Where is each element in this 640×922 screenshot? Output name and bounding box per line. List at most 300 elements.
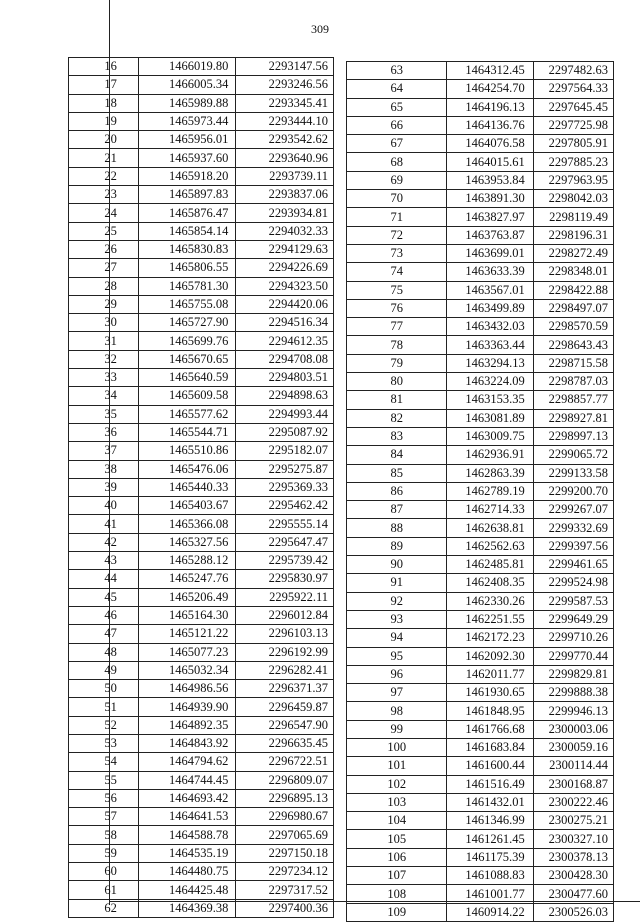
point-number-cell: 58 bbox=[69, 826, 139, 844]
table-row bbox=[69, 588, 334, 606]
point-number-cell: 37 bbox=[69, 442, 139, 460]
point-number-cell: 109 bbox=[347, 903, 447, 921]
coordinates-table-right bbox=[346, 61, 614, 922]
x-coordinate-cell: 1461516.49 bbox=[447, 775, 533, 793]
x-coordinate-cell: 1462485.81 bbox=[447, 556, 533, 574]
x-coordinate-cell: 1462714.33 bbox=[447, 501, 533, 519]
point-number-cell: 21 bbox=[69, 149, 139, 167]
y-coordinate-cell: 2295555.14 bbox=[236, 515, 334, 533]
point-number-cell: 27 bbox=[69, 259, 139, 277]
point-number-cell: 75 bbox=[347, 281, 447, 299]
x-coordinate-cell: 1465699.76 bbox=[138, 332, 236, 350]
table-row bbox=[347, 848, 614, 866]
point-number-cell: 40 bbox=[69, 497, 139, 515]
x-coordinate-cell: 1463827.97 bbox=[447, 208, 533, 226]
x-coordinate-cell: 1465476.06 bbox=[138, 460, 236, 478]
y-coordinate-cell: 2298997.13 bbox=[533, 427, 613, 445]
table-row bbox=[69, 643, 334, 661]
x-coordinate-cell: 1464480.75 bbox=[138, 863, 236, 881]
table-row bbox=[69, 76, 334, 94]
y-coordinate-cell: 2300114.44 bbox=[533, 757, 613, 775]
point-number-cell: 49 bbox=[69, 661, 139, 679]
y-coordinate-cell: 2295647.47 bbox=[236, 533, 334, 551]
table-row bbox=[69, 259, 334, 277]
x-coordinate-cell: 1466019.80 bbox=[138, 58, 236, 76]
point-number-cell: 66 bbox=[347, 116, 447, 134]
table-row bbox=[347, 665, 614, 683]
point-number-cell: 63 bbox=[347, 62, 447, 80]
y-coordinate-cell: 2298715.58 bbox=[533, 354, 613, 372]
table-row bbox=[347, 80, 614, 98]
y-coordinate-cell: 2299649.29 bbox=[533, 610, 613, 628]
x-coordinate-cell: 1461261.45 bbox=[447, 830, 533, 848]
x-coordinate-cell: 1461346.99 bbox=[447, 812, 533, 830]
x-coordinate-cell: 1462408.35 bbox=[447, 574, 533, 592]
y-coordinate-cell: 2296371.37 bbox=[236, 680, 334, 698]
table-row bbox=[347, 208, 614, 226]
x-coordinate-cell: 1463953.84 bbox=[447, 171, 533, 189]
point-number-cell: 94 bbox=[347, 629, 447, 647]
y-coordinate-cell: 2297885.23 bbox=[533, 153, 613, 171]
point-number-cell: 32 bbox=[69, 350, 139, 368]
y-coordinate-cell: 2297065.69 bbox=[236, 826, 334, 844]
table-row bbox=[347, 62, 614, 80]
y-coordinate-cell: 2293345.41 bbox=[236, 94, 334, 112]
point-number-cell: 100 bbox=[347, 738, 447, 756]
y-coordinate-cell: 2293147.56 bbox=[236, 58, 334, 76]
table-row bbox=[347, 738, 614, 756]
y-coordinate-cell: 2295462.42 bbox=[236, 497, 334, 515]
y-coordinate-cell: 2293837.06 bbox=[236, 186, 334, 204]
point-number-cell: 70 bbox=[347, 190, 447, 208]
y-coordinate-cell: 2300428.30 bbox=[533, 867, 613, 885]
x-coordinate-cell: 1465577.62 bbox=[138, 405, 236, 423]
x-coordinate-cell: 1463567.01 bbox=[447, 281, 533, 299]
y-coordinate-cell: 2298857.77 bbox=[533, 391, 613, 409]
point-number-cell: 77 bbox=[347, 318, 447, 336]
table-row bbox=[347, 574, 614, 592]
table-row bbox=[347, 775, 614, 793]
table-row bbox=[347, 116, 614, 134]
table-row bbox=[69, 131, 334, 149]
point-number-cell: 44 bbox=[69, 570, 139, 588]
y-coordinate-cell: 2300168.87 bbox=[533, 775, 613, 793]
x-coordinate-cell: 1464794.62 bbox=[138, 753, 236, 771]
x-coordinate-cell: 1461432.01 bbox=[447, 793, 533, 811]
point-number-cell: 81 bbox=[347, 391, 447, 409]
x-coordinate-cell: 1465164.30 bbox=[138, 606, 236, 624]
y-coordinate-cell: 2296722.51 bbox=[236, 753, 334, 771]
table-row bbox=[69, 570, 334, 588]
table-row bbox=[69, 295, 334, 313]
point-number-cell: 93 bbox=[347, 610, 447, 628]
x-coordinate-cell: 1464535.19 bbox=[138, 844, 236, 862]
table-row bbox=[69, 533, 334, 551]
y-coordinate-cell: 2294898.63 bbox=[236, 387, 334, 405]
table-row bbox=[347, 171, 614, 189]
point-number-cell: 74 bbox=[347, 263, 447, 281]
point-number-cell: 28 bbox=[69, 277, 139, 295]
point-number-cell: 69 bbox=[347, 171, 447, 189]
table-row bbox=[347, 830, 614, 848]
table-row bbox=[69, 734, 334, 752]
x-coordinate-cell: 1464986.56 bbox=[138, 680, 236, 698]
x-coordinate-cell: 1465032.34 bbox=[138, 661, 236, 679]
y-coordinate-cell: 2296635.45 bbox=[236, 734, 334, 752]
x-coordinate-cell: 1465937.60 bbox=[138, 149, 236, 167]
table-row bbox=[347, 519, 614, 537]
table-row bbox=[69, 58, 334, 76]
table-row bbox=[347, 299, 614, 317]
table-row bbox=[347, 556, 614, 574]
table-row bbox=[69, 552, 334, 570]
x-coordinate-cell: 1462863.39 bbox=[447, 464, 533, 482]
table-row bbox=[69, 167, 334, 185]
x-coordinate-cell: 1462638.81 bbox=[447, 519, 533, 537]
y-coordinate-cell: 2293640.96 bbox=[236, 149, 334, 167]
point-number-cell: 86 bbox=[347, 482, 447, 500]
point-number-cell: 62 bbox=[69, 899, 139, 917]
x-coordinate-cell: 1463363.44 bbox=[447, 336, 533, 354]
point-number-cell: 68 bbox=[347, 153, 447, 171]
table-row bbox=[347, 226, 614, 244]
point-number-cell: 16 bbox=[69, 58, 139, 76]
table-row bbox=[69, 478, 334, 496]
x-coordinate-cell: 1464693.42 bbox=[138, 789, 236, 807]
y-coordinate-cell: 2300477.60 bbox=[533, 885, 613, 903]
x-coordinate-cell: 1465755.08 bbox=[138, 295, 236, 313]
point-number-cell: 108 bbox=[347, 885, 447, 903]
point-number-cell: 103 bbox=[347, 793, 447, 811]
y-coordinate-cell: 2296282.41 bbox=[236, 661, 334, 679]
point-number-cell: 72 bbox=[347, 226, 447, 244]
point-number-cell: 102 bbox=[347, 775, 447, 793]
x-coordinate-cell: 1464744.45 bbox=[138, 771, 236, 789]
y-coordinate-cell: 2297482.63 bbox=[533, 62, 613, 80]
point-number-cell: 83 bbox=[347, 427, 447, 445]
table-row bbox=[347, 647, 614, 665]
point-number-cell: 19 bbox=[69, 112, 139, 130]
table-row bbox=[347, 757, 614, 775]
y-coordinate-cell: 2293542.62 bbox=[236, 131, 334, 149]
point-number-cell: 106 bbox=[347, 848, 447, 866]
table-row bbox=[69, 625, 334, 643]
point-number-cell: 61 bbox=[69, 881, 139, 899]
point-number-cell: 25 bbox=[69, 222, 139, 240]
y-coordinate-cell: 2298196.31 bbox=[533, 226, 613, 244]
point-number-cell: 88 bbox=[347, 519, 447, 537]
point-number-cell: 107 bbox=[347, 867, 447, 885]
y-coordinate-cell: 2299946.13 bbox=[533, 702, 613, 720]
point-number-cell: 48 bbox=[69, 643, 139, 661]
x-coordinate-cell: 1465640.59 bbox=[138, 369, 236, 387]
x-coordinate-cell: 1461600.44 bbox=[447, 757, 533, 775]
y-coordinate-cell: 2300526.03 bbox=[533, 903, 613, 921]
x-coordinate-cell: 1461001.77 bbox=[447, 885, 533, 903]
table-row bbox=[69, 808, 334, 826]
y-coordinate-cell: 2298643.43 bbox=[533, 336, 613, 354]
x-coordinate-cell: 1464076.58 bbox=[447, 135, 533, 153]
y-coordinate-cell: 2294803.51 bbox=[236, 369, 334, 387]
x-coordinate-cell: 1465956.01 bbox=[138, 131, 236, 149]
x-coordinate-cell: 1463763.87 bbox=[447, 226, 533, 244]
x-coordinate-cell: 1461930.65 bbox=[447, 684, 533, 702]
table-row bbox=[347, 482, 614, 500]
y-coordinate-cell: 2295922.11 bbox=[236, 588, 334, 606]
y-coordinate-cell: 2294993.44 bbox=[236, 405, 334, 423]
y-coordinate-cell: 2295182.07 bbox=[236, 442, 334, 460]
y-coordinate-cell: 2297400.36 bbox=[236, 899, 334, 917]
y-coordinate-cell: 2298119.49 bbox=[533, 208, 613, 226]
x-coordinate-cell: 1464015.61 bbox=[447, 153, 533, 171]
table-row bbox=[69, 460, 334, 478]
table-row bbox=[69, 753, 334, 771]
table-row bbox=[69, 661, 334, 679]
x-coordinate-cell: 1464425.48 bbox=[138, 881, 236, 899]
table-row bbox=[347, 684, 614, 702]
x-coordinate-cell: 1463153.35 bbox=[447, 391, 533, 409]
y-coordinate-cell: 2297725.98 bbox=[533, 116, 613, 134]
x-coordinate-cell: 1465854.14 bbox=[138, 222, 236, 240]
point-number-cell: 79 bbox=[347, 354, 447, 372]
y-coordinate-cell: 2298927.81 bbox=[533, 409, 613, 427]
x-coordinate-cell: 1465206.49 bbox=[138, 588, 236, 606]
point-number-cell: 31 bbox=[69, 332, 139, 350]
y-coordinate-cell: 2298570.59 bbox=[533, 318, 613, 336]
point-number-cell: 17 bbox=[69, 76, 139, 94]
table-row bbox=[347, 812, 614, 830]
table-row bbox=[347, 427, 614, 445]
x-coordinate-cell: 1461848.95 bbox=[447, 702, 533, 720]
y-coordinate-cell: 2293444.10 bbox=[236, 112, 334, 130]
point-number-cell: 80 bbox=[347, 373, 447, 391]
table-row bbox=[69, 369, 334, 387]
point-number-cell: 50 bbox=[69, 680, 139, 698]
y-coordinate-cell: 2295275.87 bbox=[236, 460, 334, 478]
point-number-cell: 95 bbox=[347, 647, 447, 665]
y-coordinate-cell: 2300275.21 bbox=[533, 812, 613, 830]
y-coordinate-cell: 2299587.53 bbox=[533, 592, 613, 610]
point-number-cell: 87 bbox=[347, 501, 447, 519]
x-coordinate-cell: 1465288.12 bbox=[138, 552, 236, 570]
point-number-cell: 82 bbox=[347, 409, 447, 427]
table-row bbox=[347, 244, 614, 262]
point-number-cell: 90 bbox=[347, 556, 447, 574]
y-coordinate-cell: 2299770.44 bbox=[533, 647, 613, 665]
x-coordinate-cell: 1465366.08 bbox=[138, 515, 236, 533]
x-coordinate-cell: 1464196.13 bbox=[447, 98, 533, 116]
y-coordinate-cell: 2300003.06 bbox=[533, 720, 613, 738]
y-coordinate-cell: 2299200.70 bbox=[533, 482, 613, 500]
point-number-cell: 84 bbox=[347, 446, 447, 464]
y-coordinate-cell: 2299065.72 bbox=[533, 446, 613, 464]
table-row bbox=[347, 391, 614, 409]
point-number-cell: 35 bbox=[69, 405, 139, 423]
table-row bbox=[347, 281, 614, 299]
x-coordinate-cell: 1465609.58 bbox=[138, 387, 236, 405]
page-number: 309 bbox=[311, 22, 329, 36]
x-coordinate-cell: 1462936.91 bbox=[447, 446, 533, 464]
point-number-cell: 30 bbox=[69, 314, 139, 332]
y-coordinate-cell: 2298348.01 bbox=[533, 263, 613, 281]
x-coordinate-cell: 1465973.44 bbox=[138, 112, 236, 130]
y-coordinate-cell: 2296809.07 bbox=[236, 771, 334, 789]
y-coordinate-cell: 2293739.11 bbox=[236, 167, 334, 185]
x-coordinate-cell: 1463009.75 bbox=[447, 427, 533, 445]
point-number-cell: 56 bbox=[69, 789, 139, 807]
x-coordinate-cell: 1461088.83 bbox=[447, 867, 533, 885]
x-coordinate-cell: 1465830.83 bbox=[138, 240, 236, 258]
point-number-cell: 24 bbox=[69, 204, 139, 222]
table-row bbox=[347, 501, 614, 519]
point-number-cell: 46 bbox=[69, 606, 139, 624]
table-row bbox=[69, 314, 334, 332]
table-row bbox=[347, 446, 614, 464]
x-coordinate-cell: 1462789.19 bbox=[447, 482, 533, 500]
table-row bbox=[347, 135, 614, 153]
table-row bbox=[347, 867, 614, 885]
x-coordinate-cell: 1465727.90 bbox=[138, 314, 236, 332]
point-number-cell: 41 bbox=[69, 515, 139, 533]
y-coordinate-cell: 2299710.26 bbox=[533, 629, 613, 647]
x-coordinate-cell: 1466005.34 bbox=[138, 76, 236, 94]
table-row bbox=[347, 537, 614, 555]
x-coordinate-cell: 1465327.56 bbox=[138, 533, 236, 551]
point-number-cell: 78 bbox=[347, 336, 447, 354]
x-coordinate-cell: 1465544.71 bbox=[138, 423, 236, 441]
point-number-cell: 36 bbox=[69, 423, 139, 441]
x-coordinate-cell: 1463699.01 bbox=[447, 244, 533, 262]
y-coordinate-cell: 2294323.50 bbox=[236, 277, 334, 295]
table-row bbox=[69, 899, 334, 917]
y-coordinate-cell: 2296547.90 bbox=[236, 716, 334, 734]
x-coordinate-cell: 1465440.33 bbox=[138, 478, 236, 496]
point-number-cell: 20 bbox=[69, 131, 139, 149]
x-coordinate-cell: 1462330.26 bbox=[447, 592, 533, 610]
point-number-cell: 105 bbox=[347, 830, 447, 848]
point-number-cell: 67 bbox=[347, 135, 447, 153]
x-coordinate-cell: 1464588.78 bbox=[138, 826, 236, 844]
y-coordinate-cell: 2297234.12 bbox=[236, 863, 334, 881]
table-row bbox=[69, 497, 334, 515]
y-coordinate-cell: 2300059.16 bbox=[533, 738, 613, 756]
point-number-cell: 39 bbox=[69, 478, 139, 496]
x-coordinate-cell: 1461683.84 bbox=[447, 738, 533, 756]
point-number-cell: 85 bbox=[347, 464, 447, 482]
point-number-cell: 34 bbox=[69, 387, 139, 405]
table-row bbox=[69, 606, 334, 624]
y-coordinate-cell: 2298272.49 bbox=[533, 244, 613, 262]
point-number-cell: 26 bbox=[69, 240, 139, 258]
point-number-cell: 45 bbox=[69, 588, 139, 606]
point-number-cell: 104 bbox=[347, 812, 447, 830]
y-coordinate-cell: 2294420.06 bbox=[236, 295, 334, 313]
table-row bbox=[69, 826, 334, 844]
x-coordinate-cell: 1463499.89 bbox=[447, 299, 533, 317]
y-coordinate-cell: 2297564.33 bbox=[533, 80, 613, 98]
point-number-cell: 53 bbox=[69, 734, 139, 752]
table-row bbox=[69, 240, 334, 258]
y-coordinate-cell: 2299332.69 bbox=[533, 519, 613, 537]
point-number-cell: 22 bbox=[69, 167, 139, 185]
y-coordinate-cell: 2298422.88 bbox=[533, 281, 613, 299]
coordinates-table-left bbox=[68, 57, 334, 918]
x-coordinate-cell: 1465077.23 bbox=[138, 643, 236, 661]
y-coordinate-cell: 2295739.42 bbox=[236, 552, 334, 570]
y-coordinate-cell: 2299133.58 bbox=[533, 464, 613, 482]
y-coordinate-cell: 2299397.56 bbox=[533, 537, 613, 555]
table-row bbox=[69, 387, 334, 405]
point-number-cell: 73 bbox=[347, 244, 447, 262]
x-coordinate-cell: 1465897.83 bbox=[138, 186, 236, 204]
x-coordinate-cell: 1465510.86 bbox=[138, 442, 236, 460]
table-row bbox=[347, 354, 614, 372]
point-number-cell: 51 bbox=[69, 698, 139, 716]
table-row bbox=[69, 149, 334, 167]
x-coordinate-cell: 1462011.77 bbox=[447, 665, 533, 683]
x-coordinate-cell: 1465806.55 bbox=[138, 259, 236, 277]
table-row bbox=[69, 204, 334, 222]
point-number-cell: 60 bbox=[69, 863, 139, 881]
table-row bbox=[347, 720, 614, 738]
point-number-cell: 43 bbox=[69, 552, 139, 570]
table-row bbox=[69, 844, 334, 862]
y-coordinate-cell: 2296459.87 bbox=[236, 698, 334, 716]
table-row bbox=[347, 263, 614, 281]
point-number-cell: 59 bbox=[69, 844, 139, 862]
x-coordinate-cell: 1464892.35 bbox=[138, 716, 236, 734]
point-number-cell: 55 bbox=[69, 771, 139, 789]
x-coordinate-cell: 1461175.39 bbox=[447, 848, 533, 866]
table-row bbox=[69, 515, 334, 533]
x-coordinate-cell: 1463224.09 bbox=[447, 373, 533, 391]
point-number-cell: 65 bbox=[347, 98, 447, 116]
table-row bbox=[69, 405, 334, 423]
y-coordinate-cell: 2298787.03 bbox=[533, 373, 613, 391]
y-coordinate-cell: 2300378.13 bbox=[533, 848, 613, 866]
table-row bbox=[69, 771, 334, 789]
y-coordinate-cell: 2296012.84 bbox=[236, 606, 334, 624]
y-coordinate-cell: 2293934.81 bbox=[236, 204, 334, 222]
table-row bbox=[69, 277, 334, 295]
y-coordinate-cell: 2297805.91 bbox=[533, 135, 613, 153]
y-coordinate-cell: 2299267.07 bbox=[533, 501, 613, 519]
point-number-cell: 96 bbox=[347, 665, 447, 683]
x-coordinate-cell: 1463633.39 bbox=[447, 263, 533, 281]
point-number-cell: 47 bbox=[69, 625, 139, 643]
point-number-cell: 71 bbox=[347, 208, 447, 226]
y-coordinate-cell: 2294708.08 bbox=[236, 350, 334, 368]
table-row bbox=[69, 881, 334, 899]
x-coordinate-cell: 1462092.30 bbox=[447, 647, 533, 665]
y-coordinate-cell: 2295087.92 bbox=[236, 423, 334, 441]
table-row bbox=[69, 863, 334, 881]
point-number-cell: 33 bbox=[69, 369, 139, 387]
point-number-cell: 52 bbox=[69, 716, 139, 734]
table-row bbox=[69, 112, 334, 130]
x-coordinate-cell: 1464136.76 bbox=[447, 116, 533, 134]
point-number-cell: 99 bbox=[347, 720, 447, 738]
y-coordinate-cell: 2297645.45 bbox=[533, 98, 613, 116]
point-number-cell: 42 bbox=[69, 533, 139, 551]
y-coordinate-cell: 2294612.35 bbox=[236, 332, 334, 350]
point-number-cell: 97 bbox=[347, 684, 447, 702]
x-coordinate-cell: 1465781.30 bbox=[138, 277, 236, 295]
y-coordinate-cell: 2294226.69 bbox=[236, 259, 334, 277]
x-coordinate-cell: 1462251.55 bbox=[447, 610, 533, 628]
x-coordinate-cell: 1465989.88 bbox=[138, 94, 236, 112]
table-row bbox=[347, 702, 614, 720]
